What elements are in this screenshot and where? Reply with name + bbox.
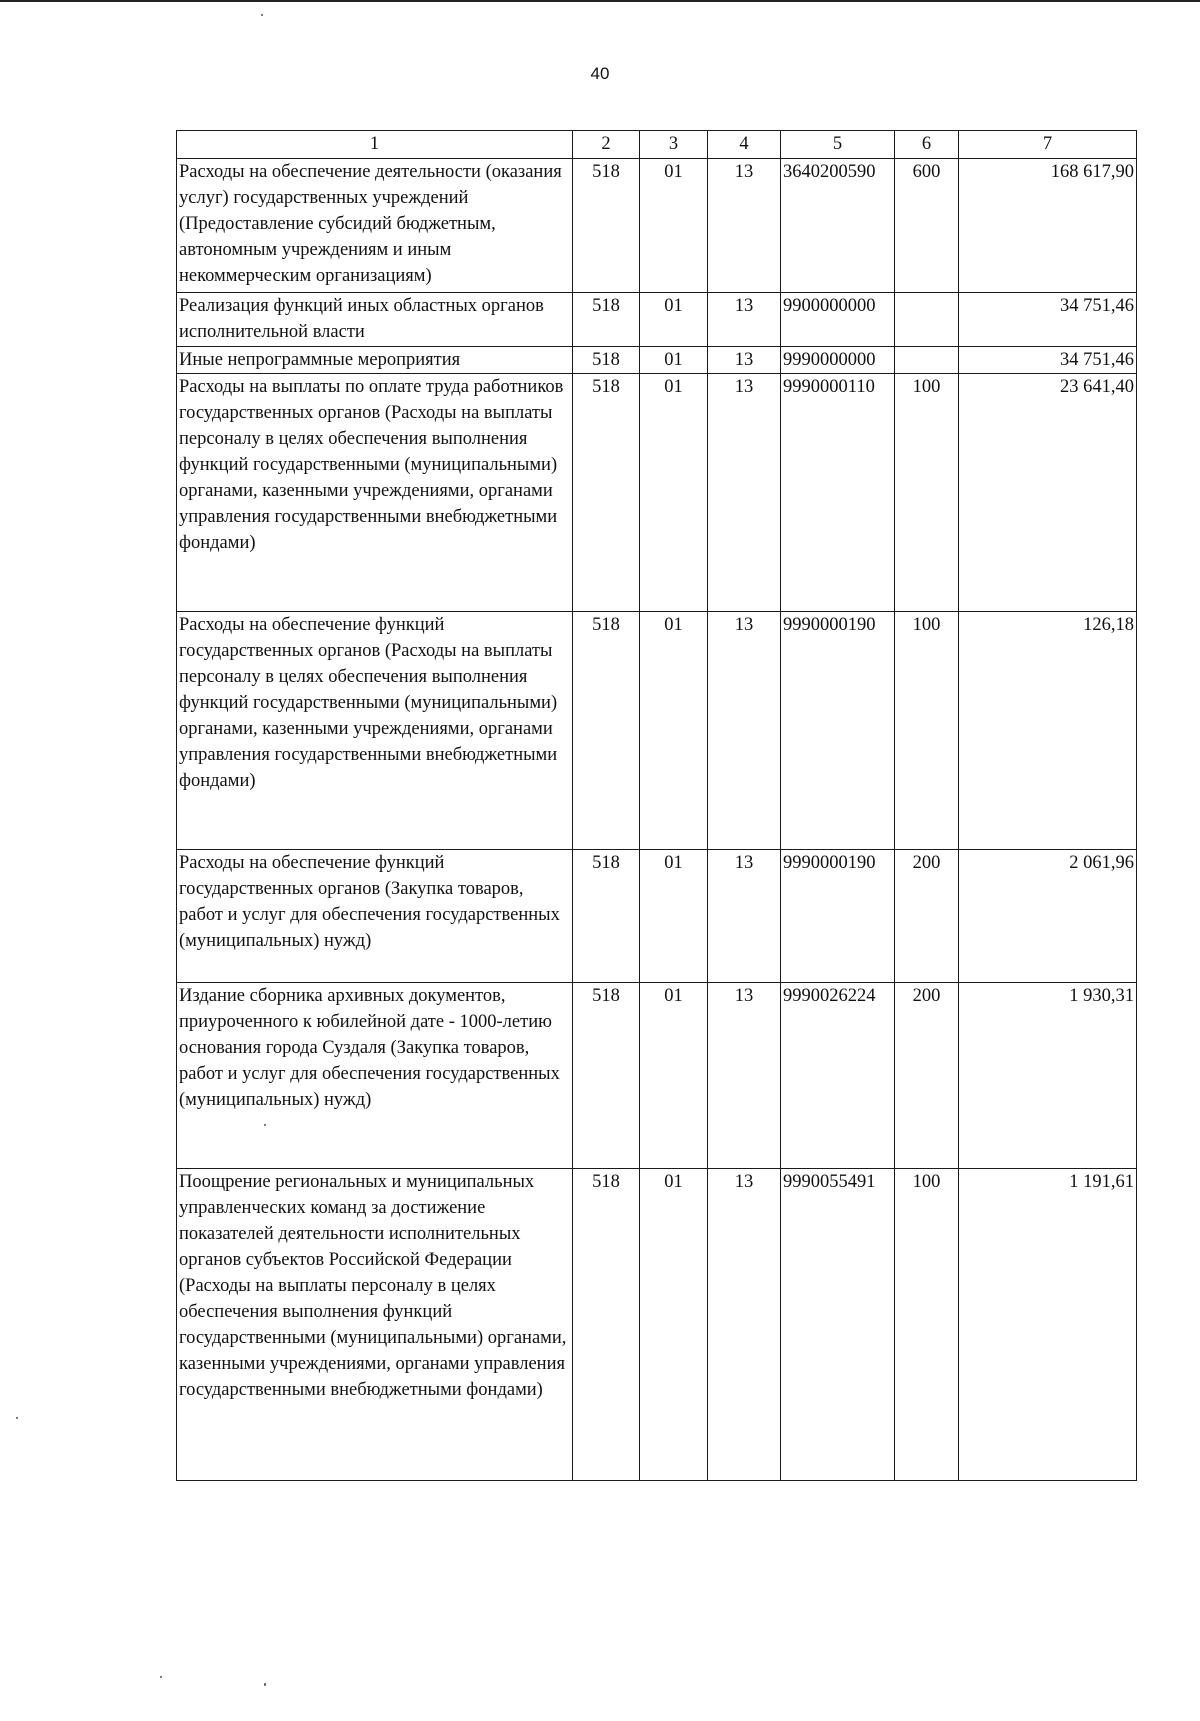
row-section: 01 bbox=[640, 347, 708, 374]
row-subsection: 13 bbox=[708, 850, 781, 983]
row-subsection: 13 bbox=[708, 293, 781, 347]
table-row bbox=[177, 612, 1137, 850]
row-section: 01 bbox=[640, 850, 708, 983]
table-row bbox=[177, 159, 1137, 293]
row-subsection: 13 bbox=[708, 983, 781, 1169]
row-subsection: 13 bbox=[708, 612, 781, 850]
row-target: 3640200590 bbox=[781, 159, 895, 293]
row-target: 9990026224 bbox=[781, 983, 895, 1169]
row-expense-type bbox=[895, 347, 959, 374]
header-row bbox=[177, 131, 1137, 159]
row-section: 01 bbox=[640, 159, 708, 293]
row-target: 9900000000 bbox=[781, 293, 895, 347]
row-amount: 1 191,61 bbox=[959, 1169, 1137, 1481]
row-amount: 1 930,31 bbox=[959, 983, 1137, 1169]
row-name: Поощрение региональных и муниципальных управленческих команд за достижение показателей деятельности исполнительных органов субъектов Российской Федерации (Расходы на выплаты персоналу в целях обеспечения выполнения функций государственными (муниципальными) органами, казенными учреждениями, органами управления государственными внебюджетными фондами) bbox=[177, 1169, 573, 1481]
page-number: 40 bbox=[590, 64, 610, 83]
row-amount: 126,18 bbox=[959, 612, 1137, 850]
row-expense-type: 200 bbox=[895, 983, 959, 1169]
row-name: Издание сборника архивных документов, приуроченного к юбилейной дате - 1000-летию основания города Суздаля (Закупка товаров, работ и услуг для обеспечения государственных (муниципальных) нужд) bbox=[177, 983, 573, 1169]
row-target: 9990000190 bbox=[781, 850, 895, 983]
row-name: Иные непрограммные мероприятия bbox=[177, 347, 573, 374]
scan-speck bbox=[261, 14, 263, 16]
row-name: Расходы на выплаты по оплате труда работников государственных органов (Расходы на выплаты персоналу в целях обеспечения выполнения функций государственными (муниципальными) органами, казенными учреждениями, органами управления государственными внебюджетными фондами) bbox=[177, 374, 573, 612]
row-subsection: 13 bbox=[708, 347, 781, 374]
row-name: Расходы на обеспечение функций государственных органов (Закупка товаров, работ и услуг для обеспечения государственных (муниципальных) нужд) bbox=[177, 850, 573, 983]
row-ministry: 518 bbox=[573, 347, 640, 374]
row-amount: 23 641,40 bbox=[959, 374, 1137, 612]
table-row bbox=[177, 850, 1137, 983]
header-col-7: 7 bbox=[959, 131, 1137, 159]
table-row bbox=[177, 1169, 1137, 1481]
row-section: 01 bbox=[640, 612, 708, 850]
row-ministry: 518 bbox=[573, 1169, 640, 1481]
scan-speck bbox=[264, 1683, 266, 1686]
scan-speck bbox=[16, 1417, 18, 1419]
table-row bbox=[177, 983, 1137, 1169]
row-expense-type bbox=[895, 293, 959, 347]
row-section: 01 bbox=[640, 1169, 708, 1481]
row-expense-type: 100 bbox=[895, 1169, 959, 1481]
row-target: 9990055491 bbox=[781, 1169, 895, 1481]
row-subsection: 13 bbox=[708, 159, 781, 293]
row-amount: 168 617,90 bbox=[959, 159, 1137, 293]
scan-speck bbox=[264, 1124, 266, 1126]
row-expense-type: 600 bbox=[895, 159, 959, 293]
header-col-6: 6 bbox=[895, 131, 959, 159]
row-name: Расходы на обеспечение деятельности (оказания услуг) государственных учреждений (Предоставление субсидий бюджетным, автономным учреждениям и иным некоммерческим организациям) bbox=[177, 159, 573, 293]
row-ministry: 518 bbox=[573, 850, 640, 983]
header-col-1: 1 bbox=[177, 131, 573, 159]
header-col-3: 3 bbox=[640, 131, 708, 159]
row-ministry: 518 bbox=[573, 983, 640, 1169]
table-row bbox=[177, 293, 1137, 347]
row-section: 01 bbox=[640, 983, 708, 1169]
row-section: 01 bbox=[640, 293, 708, 347]
table-row bbox=[177, 374, 1137, 612]
row-ministry: 518 bbox=[573, 159, 640, 293]
row-ministry: 518 bbox=[573, 293, 640, 347]
row-name: Реализация функций иных областных органов исполнительной власти bbox=[177, 293, 573, 347]
top-border-rule bbox=[0, 0, 1200, 2]
header-col-2: 2 bbox=[573, 131, 640, 159]
budget-table bbox=[176, 130, 1137, 1481]
row-amount: 2 061,96 bbox=[959, 850, 1137, 983]
row-amount: 34 751,46 bbox=[959, 293, 1137, 347]
row-subsection: 13 bbox=[708, 1169, 781, 1481]
header-col-5: 5 bbox=[781, 131, 895, 159]
row-section: 01 bbox=[640, 374, 708, 612]
table-row bbox=[177, 347, 1137, 374]
row-target: 9990000000 bbox=[781, 347, 895, 374]
row-expense-type: 200 bbox=[895, 850, 959, 983]
header-col-4: 4 bbox=[708, 131, 781, 159]
row-ministry: 518 bbox=[573, 374, 640, 612]
row-target: 9990000110 bbox=[781, 374, 895, 612]
row-amount: 34 751,46 bbox=[959, 347, 1137, 374]
row-expense-type: 100 bbox=[895, 374, 959, 612]
row-subsection: 13 bbox=[708, 374, 781, 612]
scan-speck bbox=[160, 1676, 162, 1678]
row-expense-type: 100 bbox=[895, 612, 959, 850]
row-ministry: 518 bbox=[573, 612, 640, 850]
row-name: Расходы на обеспечение функций государственных органов (Расходы на выплаты персоналу в целях обеспечения выполнения функций государственными (муниципальными) органами, казенными учреждениями, органами управления государственными внебюджетными фондами) bbox=[177, 612, 573, 850]
row-target: 9990000190 bbox=[781, 612, 895, 850]
